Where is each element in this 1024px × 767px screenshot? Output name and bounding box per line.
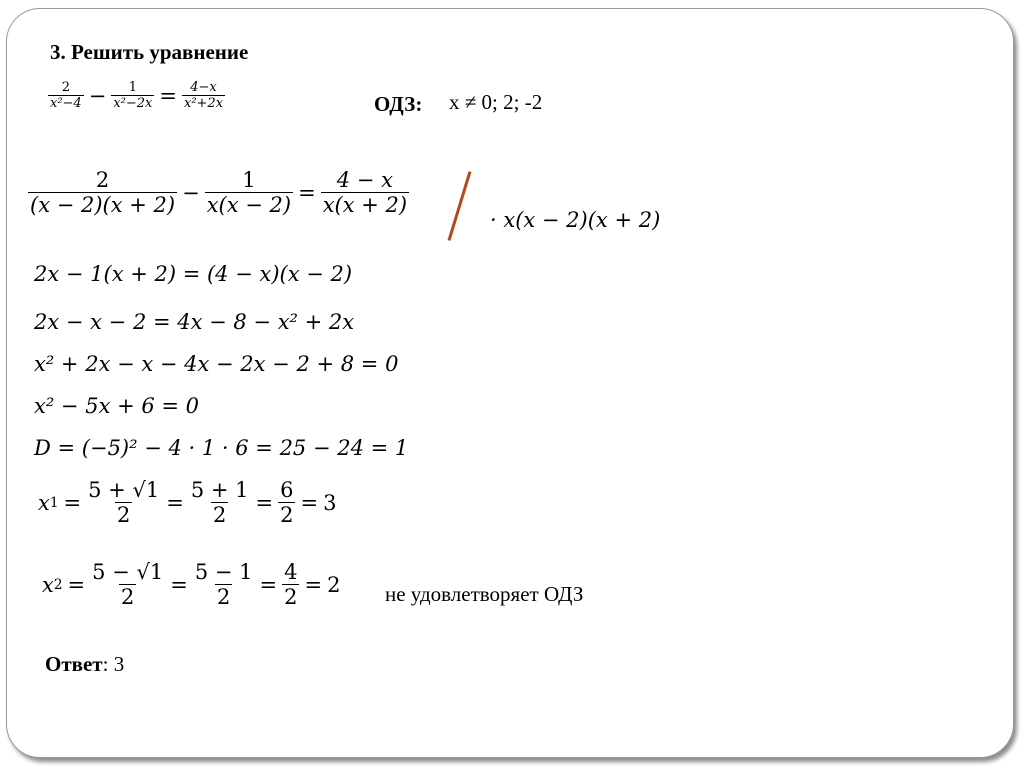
odz-value: x ≠ 0; 2; -2	[449, 90, 543, 114]
step-line-6: x² − 5x + 6 = 0	[34, 394, 200, 418]
problem-title: 3. Решить уравнение	[50, 40, 249, 64]
step-line-4: 2x − x − 2 = 4x − 8 − x² + 2x	[34, 310, 355, 334]
fraction-factored-3: $\frac{4 - x}{x(x + 2)}$	[322, 168, 408, 217]
odz-note: не удовлетворяет ОДЗ	[385, 582, 584, 606]
discriminant-line: D = (−5)² − 4 · 1 · 6 = 25 − 24 = 1	[34, 436, 409, 460]
equation-factored: $\frac{2}{(x - 2)(x + 2)}$ − $\frac{1}{x(x - 2)}$ = $\frac{4 - x}{x(x + 2)}$	[30, 168, 408, 217]
fraction-2: $\frac{1}{\text{x²−2x}}$	[113, 80, 153, 111]
equation-original: $\frac{2}{\text{x²−4}}$ − $\frac{1}{\text{x²−2x}}$ = $\frac{4-x}{\text{x²+2x}}$	[50, 80, 224, 111]
slide-frame	[6, 8, 1014, 758]
fraction-factored-1: $\frac{2}{(x - 2)(x + 2)}$	[30, 168, 176, 217]
fraction-factored-2: $\frac{1}{x(x - 2)}$	[206, 168, 292, 217]
fraction-3: $\frac{4-x}{\text{x²+2x}}$	[183, 80, 224, 111]
root-x2: x 2 = $\frac{5 - √1}{2}$ = $\frac{5 - 1}{2}$ = $\frac{4}{2}$ = 2	[42, 560, 341, 609]
step-line-5: x² + 2x − x − 4x − 2x − 2 + 8 = 0	[34, 352, 399, 376]
answer-value: : 3	[102, 652, 125, 676]
answer	[45, 652, 124, 677]
root-x1: x 1 = $\frac{5 + √1}{2}$ = $\frac{5 + 1}{2}$ = $\frac{6}{2}$ = 3	[38, 478, 337, 527]
answer-label: Ответ	[45, 652, 103, 676]
fraction-1: $\frac{2}{\text{x²−4}}$	[50, 80, 82, 111]
multiplier: · x(x − 2)(x + 2)	[490, 208, 661, 232]
odz-label: ОДЗ:	[374, 92, 423, 116]
step-line-3: 2x − 1(x + 2) = (4 − x)(x − 2)	[34, 262, 353, 286]
